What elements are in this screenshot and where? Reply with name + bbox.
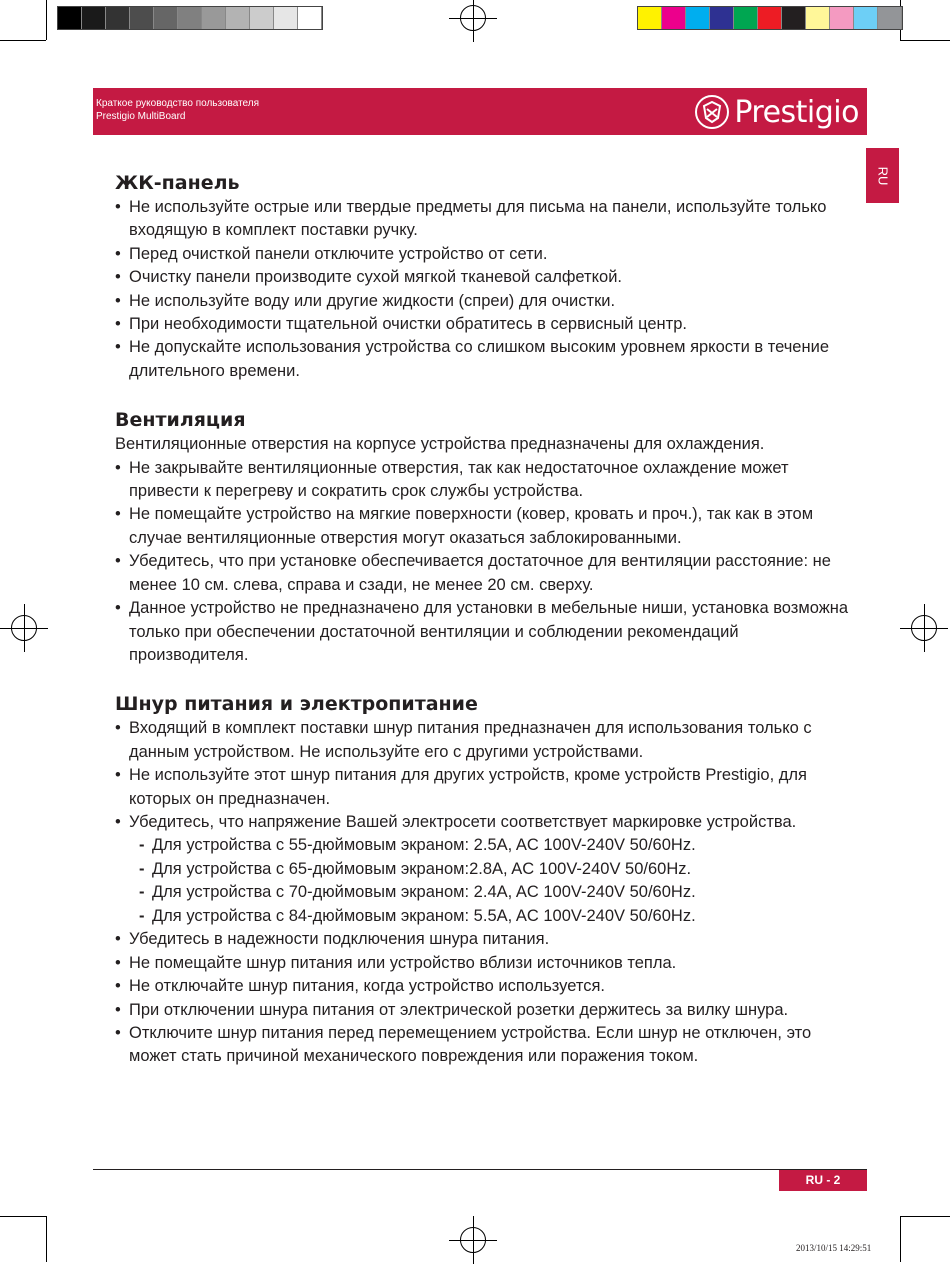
color-swatch bbox=[106, 7, 130, 29]
list-item: • Убедитесь, что напряжение Вашей электросети соответствует маркировке устройства. bbox=[115, 811, 855, 834]
crop-mark bbox=[46, 1216, 47, 1262]
color-swatch bbox=[662, 7, 686, 29]
color-swatch bbox=[734, 7, 758, 29]
document-body bbox=[115, 170, 855, 1069]
list-item: • Не используйте воду или другие жидкости (спреи) для очистки. bbox=[115, 290, 855, 313]
registration-mark-right bbox=[911, 615, 937, 641]
list-item: • Данное устройство не предназначено для установки в мебельные ниши, установка возможна только при обеспечении достаточной вентиляции и соблюдении рекомендаций производителя. bbox=[115, 597, 855, 667]
list-item: • Не допускайте использования устройства со слишком высоким уровнем яркости в течение длительного времени. bbox=[115, 336, 855, 383]
list-item: • Входящий в комплект поставки шнур питания предназначен для использования только с данным устройством. Не используйте его с другими устройствами. bbox=[115, 717, 855, 764]
color-swatch bbox=[686, 7, 710, 29]
color-swatch bbox=[202, 7, 226, 29]
header-product-name: Prestigio MultiBoard bbox=[96, 111, 186, 122]
header-guide-title: Краткое руководство пользователя bbox=[96, 98, 260, 109]
sub-list-item: - Для устройства с 65-дюймовым экраном:2.8A, AC 100V-240V 50/60Hz. bbox=[115, 858, 855, 882]
crop-mark bbox=[900, 1216, 901, 1262]
sub-list-item: - Для устройства с 55-дюймовым экраном: 2.5A, AC 100V-240V 50/60Hz. bbox=[115, 834, 855, 858]
list-item: • Не используйте этот шнур питания для других устройств, кроме устройств Prestigio, для которых он предназначен. bbox=[115, 764, 855, 811]
prestigio-emblem-icon bbox=[694, 94, 730, 130]
list-item: • Перед очисткой панели отключите устройство от сети. bbox=[115, 243, 855, 266]
color-swatch bbox=[854, 7, 878, 29]
color-swatch bbox=[758, 7, 782, 29]
color-swatch-bar bbox=[637, 6, 903, 30]
list-item: • Не закрывайте вентиляционные отверстия, так как недостаточное охлаждение может привести к перегреву и сократить срок службы устройства. bbox=[115, 457, 855, 504]
color-swatch bbox=[274, 7, 298, 29]
list-item: • Не помещайте шнур питания или устройство вблизи источников тепла. bbox=[115, 952, 855, 975]
section-gap bbox=[115, 383, 855, 407]
color-swatch bbox=[878, 7, 902, 29]
language-tab-label: RU bbox=[875, 166, 890, 185]
list-item: • Отключите шнур питания перед перемещением устройства. Если шнур не отключен, это может стать причиной механического повреждения или поражения током. bbox=[115, 1022, 855, 1069]
page-number: RU - 2 bbox=[779, 1170, 867, 1191]
color-swatch bbox=[782, 7, 806, 29]
list-item: • Не помещайте устройство на мягкие поверхности (ковер, кровать и проч.), так как в этом случае вентиляционные отверстия могут оказаться заблокированными. bbox=[115, 503, 855, 550]
color-swatch bbox=[806, 7, 830, 29]
section-heading: Вентиляция bbox=[115, 409, 246, 432]
list-item: • При необходимости тщательной очистки обратитесь в сервисный центр. bbox=[115, 313, 855, 336]
print-timestamp: 2013/10/15 14:29:51 bbox=[796, 1243, 872, 1253]
list-item: • Убедитесь, что при установке обеспечивается достаточное для вентиляции расстояние: не менее 10 см. слева, справа и сзади, не менее 20 см. сверху. bbox=[115, 550, 855, 597]
list-item: • Не отключайте шнур питания, когда устройство используется. bbox=[115, 975, 855, 998]
color-swatch bbox=[58, 7, 82, 29]
color-swatch bbox=[298, 7, 322, 29]
header-banner bbox=[93, 88, 867, 135]
sub-list-item: - Для устройства с 84-дюймовым экраном: 5.5A, AC 100V-240V 50/60Hz. bbox=[115, 905, 855, 929]
color-swatch bbox=[250, 7, 274, 29]
gray-swatch-bar bbox=[57, 6, 323, 30]
crop-mark bbox=[46, 0, 47, 40]
color-swatch bbox=[130, 7, 154, 29]
color-swatch bbox=[638, 7, 662, 29]
list-item: • Очистку панели производите сухой мягкой тканевой салфеткой. bbox=[115, 266, 855, 289]
color-swatch bbox=[710, 7, 734, 29]
logo-wordmark: Prestigio bbox=[734, 94, 859, 130]
registration-mark-top bbox=[460, 5, 486, 31]
list-item: • Убедитесь в надежности подключения шнура питания. bbox=[115, 928, 855, 951]
color-swatch bbox=[154, 7, 178, 29]
crop-mark bbox=[0, 1216, 46, 1217]
list-item: • Не используйте острые или твердые предметы для письма на панели, используйте только входящую в комплект поставки ручку. bbox=[115, 196, 855, 243]
color-swatch bbox=[82, 7, 106, 29]
section-heading: Шнур питания и электропитание bbox=[115, 693, 478, 716]
color-swatch bbox=[830, 7, 854, 29]
language-tab bbox=[866, 148, 899, 203]
list-item: • При отключении шнура питания от электрической розетки держитесь за вилку шнура. bbox=[115, 999, 855, 1022]
sub-list-item: - Для устройства с 70-дюймовым экраном: 2.4A, AC 100V-240V 50/60Hz. bbox=[115, 881, 855, 905]
color-swatch bbox=[226, 7, 250, 29]
crop-mark bbox=[900, 1216, 950, 1217]
prestigio-logo bbox=[694, 94, 859, 130]
crop-mark bbox=[900, 40, 950, 41]
paragraph: Вентиляционные отверстия на корпусе устройства предназначены для охлаждения. bbox=[115, 435, 765, 454]
registration-mark-left bbox=[11, 615, 37, 641]
section-gap bbox=[115, 667, 855, 691]
crop-mark bbox=[0, 40, 46, 41]
footer-rule bbox=[93, 1169, 867, 1170]
registration-mark-bottom bbox=[460, 1227, 486, 1253]
color-swatch bbox=[178, 7, 202, 29]
section-heading: ЖК-панель bbox=[115, 172, 240, 194]
